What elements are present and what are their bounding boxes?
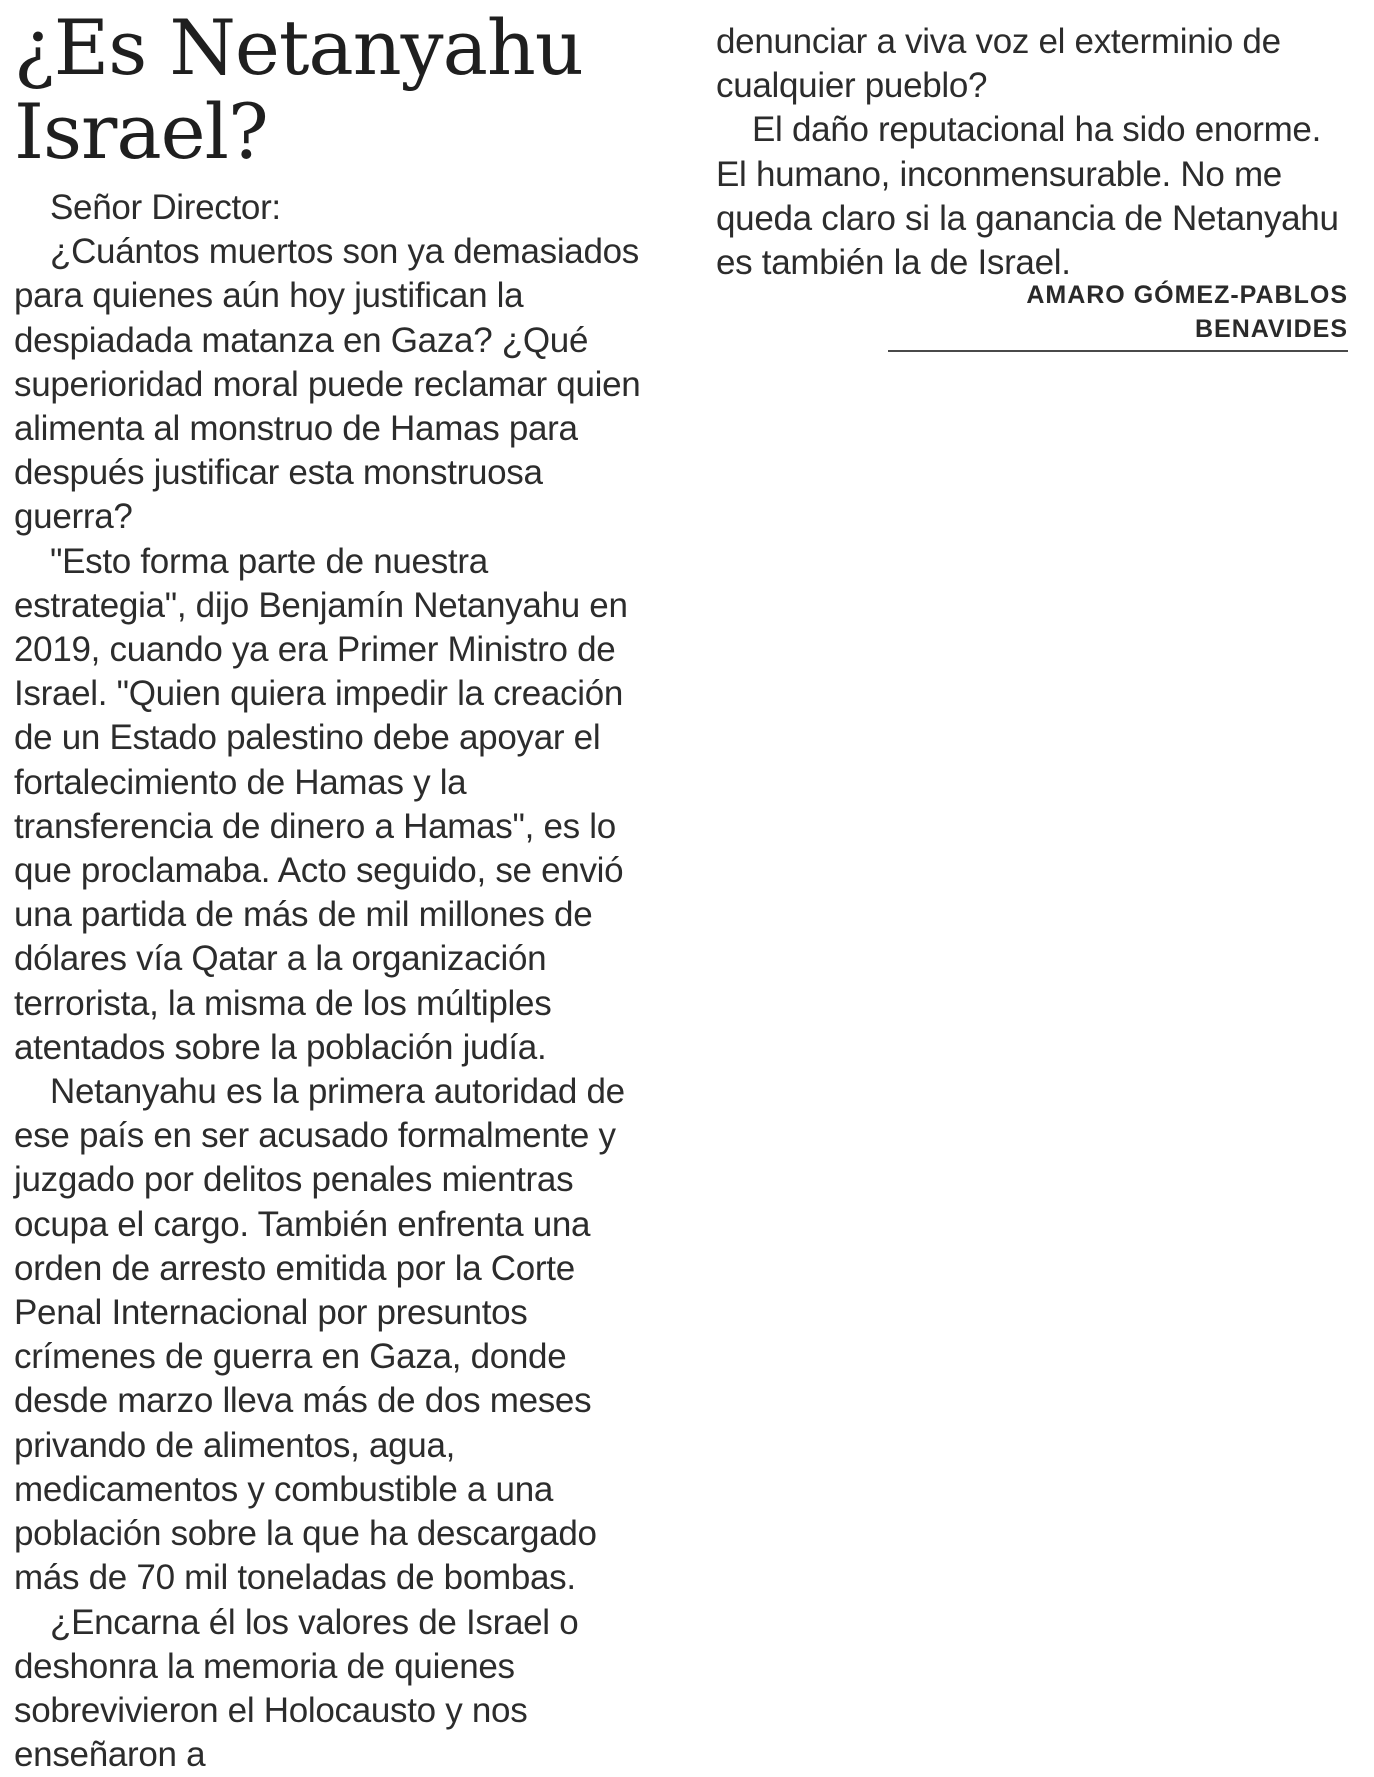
salutation: Señor Director: — [14, 186, 644, 230]
right-column — [716, 20, 1348, 285]
paragraph-4: ¿Encarna él los valores de Israel o deshonra la memoria de quienes sobrevivieron el Holocausto y nos enseñaron a — [14, 1601, 644, 1777]
headline — [14, 6, 654, 174]
paragraph-1: ¿Cuántos muertos son ya demasiados para quienes aún hoy justifican la despiadada matanza en Gaza? ¿Qué superioridad moral puede reclamar quien alimenta al monstruo de Hamas para después justificar esta monstruosa guerra? — [14, 230, 644, 539]
paragraph-5: El daño reputacional ha sido enorme. El humano, inconmensurable. No me queda claro si la ganancia de Netanyahu es también la de Israel. — [716, 108, 1348, 285]
paragraph-4-continued: denunciar a viva voz el exterminio de cualquier pueblo? — [716, 20, 1348, 108]
headline-line-1: ¿Es Netanyahu — [14, 3, 583, 92]
left-column — [14, 186, 644, 1777]
headline-line-2: Israel? — [14, 87, 268, 176]
paragraph-3: Netanyahu es la primera autoridad de ese país en ser acusado formalmente y juzgado por delitos penales mientras ocupa el cargo. También enfrenta una orden de arresto emitida por la Corte Penal Internacional por presuntos crímenes de guerra en Gaza, donde desde marzo lleva más de dos meses privando de alimentos, agua, medicamentos y combustible a una población sobre la que ha descargado más de 70 mil toneladas de bombas. — [14, 1070, 644, 1600]
paragraph-2: "Esto forma parte de nuestra estrategia", dijo Benjamín Netanyahu en 2019, cuando ya era Primer Ministro de Israel. "Quien quiera impedir la creación de un Estado palestino debe apoyar el fortalecimiento de Hamas y la transferencia de dinero a Hamas", es lo que proclamaba. Acto seguido, se envió una partida de más de mil millones de dólares vía Qatar a la organización terrorista, la misma de los múltiples atentados sobre la población judía. — [14, 540, 644, 1070]
author-signature: AMARO GÓMEZ-PABLOS BENAVIDES — [888, 278, 1348, 352]
